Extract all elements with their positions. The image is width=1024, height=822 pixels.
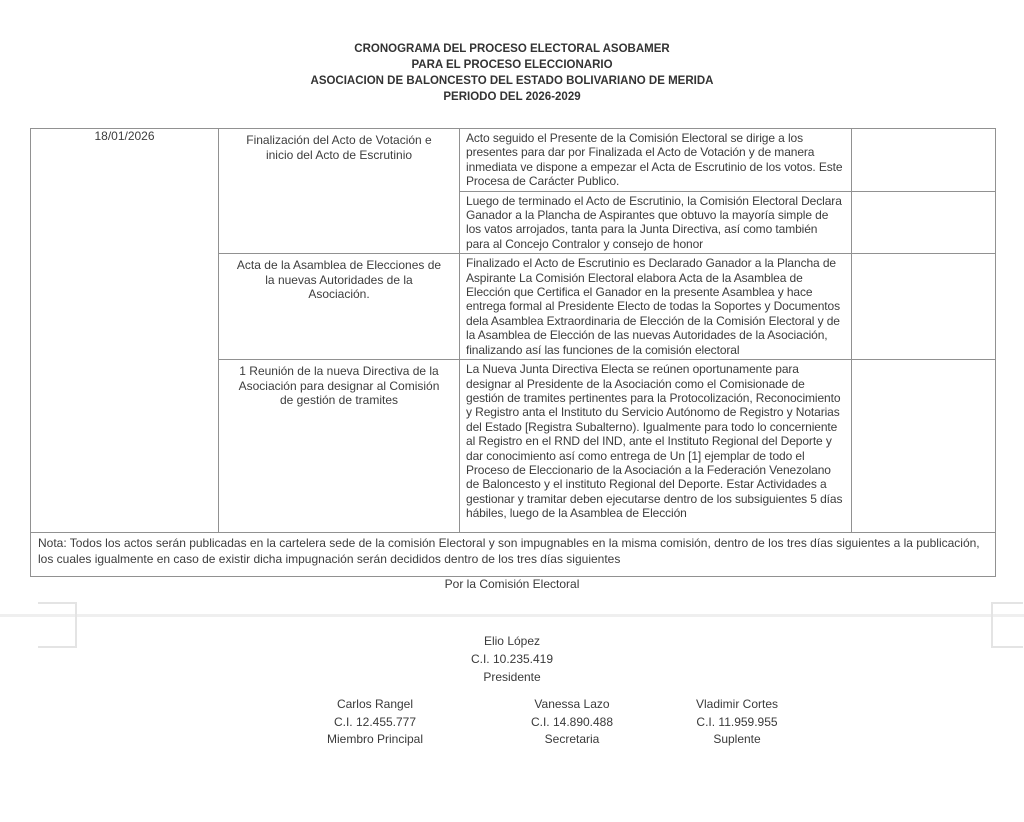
signatory-block-2 xyxy=(487,696,657,749)
empty-cell-2 xyxy=(852,191,996,254)
empty-cell-3 xyxy=(852,254,996,360)
signatory-name: Carlos Rangel xyxy=(336,697,414,711)
empty-cell-4 xyxy=(852,360,996,533)
signatory-block-1 xyxy=(290,696,460,749)
signatory-id: C.I. 12.455.777 xyxy=(333,714,417,729)
closing-line: Por la Comisión Electoral xyxy=(444,577,580,591)
table-row xyxy=(31,129,996,192)
signatory-name: Vladimir Cortes xyxy=(695,697,779,711)
president-name: Elio López xyxy=(483,634,541,648)
page-break-line xyxy=(0,614,1024,617)
signatory-role: Secretaria xyxy=(544,732,600,746)
president-signature xyxy=(0,632,1024,686)
date-cell: 18/01/2026 xyxy=(31,129,219,533)
note-cell: Nota: Todos los actos serán publicadas en la cartelera sede de la comisión Electoral y son impugnables en la misma comisión, dentro de los tres días siguientes a la publicación, los cuales igualmente en caso de existir dicha impugnación serán decididos dentro de los tres días siguientes xyxy=(31,533,996,577)
activity-cell-acta-asamblea: Acta de la Asamblea de Elecciones de la nuevas Autoridades de la Asociación. xyxy=(219,254,460,360)
signatory-role: Suplente xyxy=(713,732,761,746)
description-cell-2: Luego de terminado el Acto de Escrutinio, la Comisión Electoral Declara Ganador a la Plancha de Aspirantes que obtuvo la mayoría simple de los vatos arrojados, tanta para la Junta Directiva, así como también para al Concejo Contralor y consejo de honor xyxy=(460,191,852,254)
empty-cell-1 xyxy=(852,129,996,192)
signatory-id: C.I. 11.959.955 xyxy=(696,714,778,729)
president-id: C.I. 10.235.419 xyxy=(470,652,554,666)
signatory-name: Vanessa Lazo xyxy=(534,697,610,711)
activity-cell-reunion: 1 Reunión de la nueva Directiva de la Asociación para designar al Comisión de gestión de tramites xyxy=(219,360,460,533)
schedule-table xyxy=(30,128,996,577)
activity-cell-votacion: Finalización del Acto de Votación e inicio del Acto de Escrutinio xyxy=(219,129,460,254)
description-cell-1: Acto seguido el Presente de la Comisión Electoral se dirige a los presentes para dar por Finalizada el Acto de Votación y de manera inmediata ve dispone a empezar el Acta de Escrutinio de los votos. Este Procesa de Carácter Publico. xyxy=(460,129,852,192)
title-line-1: CRONOGRAMA DEL PROCESO ELECTORAL ASOBAMER xyxy=(354,43,670,55)
description-cell-4: La Nueva Junta Directiva Electa se reúnen oportunamente para designar al Presidente de la Asociación como el Comisionade de gestión de tramites pertinentes para la Protocolización, Reconocimiento y Registro anta el Instituto du Servicio Autónomo de Registro y Notarias del Estado [Registra Subalterno). Igualmente para todo lo concerniente al Registro en el RND del IND, ante el Instituto Regional del Deporte y dar conocimiento así como entrega de Un [1] ejemplar de todo el Proceso de Eleccionario de la Asociación a la Federación Venezolano de Baloncesto y el instituto Regional del Deporte. Estar Actividades a gestionar y tramitar deben ejecutarse dentro de los subsiguientes 5 días hábiles, luego de la Asamblea de Elección xyxy=(460,360,852,533)
title-line-3: ASOCIACION DE BALONCESTO DEL ESTADO BOLIVARIANO DE MERIDA xyxy=(310,75,714,87)
signatory-id: C.I. 14.890.488 xyxy=(530,714,614,729)
title-line-4: PERIODO DEL 2026-2029 xyxy=(443,91,581,103)
description-cell-3: Finalizado el Acto de Escrutinio es Declarado Ganador a la Plancha de Aspirante La Comisión Electoral elabora Acta de la Asamblea de Elección que Certifica el Ganador en la presente Asamblea y hace entrega formal al Presidente Electo de todas la Soportes y Documentos dela Asamblea Extraordinaria de Elección de la Comisión Electoral y de la Asamblea de Elección de las nuevas Autoridades de la Asociación, finalizando así las funciones de la comisión electoral xyxy=(460,254,852,360)
table-row xyxy=(31,533,996,577)
title-line-2: PARA EL PROCESO ELECCIONARIO xyxy=(411,59,613,71)
president-role: Presidente xyxy=(483,670,541,684)
signatory-block-3 xyxy=(652,696,822,749)
document-title xyxy=(0,41,1024,105)
signatory-role: Miembro Principal xyxy=(326,732,424,746)
